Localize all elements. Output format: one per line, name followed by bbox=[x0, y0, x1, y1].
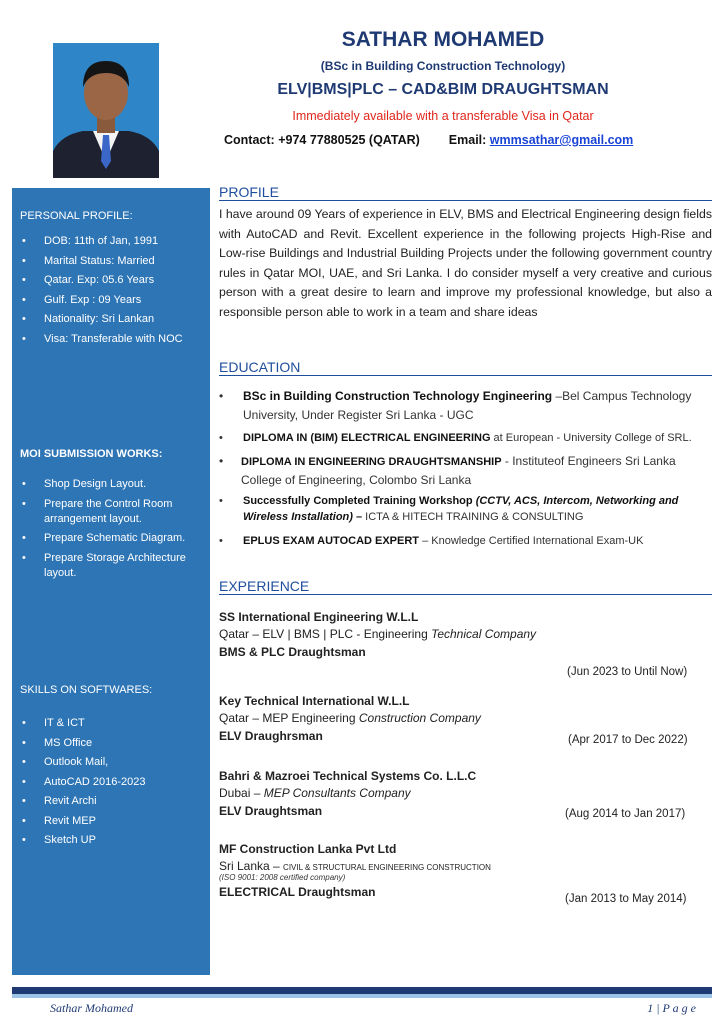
company-type: Technical Company bbox=[431, 627, 537, 641]
list-item: • Prepare Schematic Diagram. bbox=[12, 531, 210, 546]
company-type: MEP Consultants Company bbox=[263, 786, 411, 800]
education-degree: EPLUS EXAM AUTOCAD EXPERT bbox=[243, 535, 420, 547]
education-detail: – Knowledge Certified International Exam-UK bbox=[419, 535, 644, 547]
job-role: BMS & PLC Draughtsman bbox=[219, 645, 366, 659]
list-item: • Sketch UP bbox=[12, 833, 210, 848]
experience-entry bbox=[219, 610, 712, 678]
section-title: PROFILE bbox=[219, 184, 279, 200]
candidate-name: SATHAR MOHAMED bbox=[341, 28, 545, 51]
profile-photo bbox=[53, 43, 159, 178]
contact-line bbox=[224, 133, 633, 147]
profile-section-heading bbox=[219, 180, 712, 201]
email-link[interactable]: wmmsathar@gmail.com bbox=[489, 133, 634, 147]
company-location: Sri Lanka – bbox=[219, 859, 284, 873]
page-number: 1 | P a g e bbox=[647, 1001, 696, 1015]
sidebar bbox=[12, 188, 210, 975]
job-role: ELV Draughtsman bbox=[219, 804, 323, 818]
list-item: • Prepare Storage Architecture layout. bbox=[12, 551, 210, 581]
company-name: Key Technical International W.L.L bbox=[219, 694, 410, 708]
education-item: • Successfully Completed Training Workshop (CCTV, ACS, Intercom, Networking and Wireless Installation) – ICTA & HITECH TRAINING & CONSULTING bbox=[219, 495, 679, 523]
moi-works-heading: MOI SUBMISSION WORKS: bbox=[20, 448, 163, 460]
section-title: EDUCATION bbox=[219, 359, 301, 375]
education-degree: BSc in Building Construction Technology Engineering bbox=[243, 389, 553, 403]
list-item: • Revit Archi bbox=[12, 794, 210, 809]
education-detail: at European - University College of SRL. bbox=[490, 432, 692, 444]
job-dates: (Aug 2014 to Jan 2017) bbox=[565, 808, 686, 820]
list-item: • IT & ICT bbox=[12, 716, 210, 731]
experience-entry bbox=[219, 842, 712, 905]
job-dates: (Jun 2023 to Until Now) bbox=[567, 666, 688, 678]
list-item: • Marital Status: Married bbox=[12, 254, 210, 269]
footer-name: Sathar Mohamed bbox=[50, 1001, 133, 1015]
job-role: ELV Draughrsman bbox=[219, 729, 323, 743]
job-title: ELV|BMS|PLC – CAD&BIM DRAUGHTSMAN bbox=[277, 81, 609, 98]
experience-entry bbox=[219, 769, 712, 818]
education-item: • DIPLOMA IN ENGINEERING DRAUGHTSMANSHIP - Instituteof Engineers Sri Lanka College of Engineering, Colombo Sri Lanka bbox=[219, 454, 676, 487]
list-item: • Qatar. Exp: 05.6 Years bbox=[12, 273, 210, 288]
education-item: • EPLUS EXAM AUTOCAD EXPERT – Knowledge Certified International Exam-UK bbox=[219, 535, 644, 547]
list-item: • MS Office bbox=[12, 736, 210, 751]
education-item: • BSc in Building Construction Technology Engineering –Bel Campus Technology University, Under Register Sri Lanka - UGC bbox=[219, 389, 692, 422]
company-location: Qatar – ELV | BMS | PLC - Engineering bbox=[219, 627, 432, 641]
company-line bbox=[219, 859, 712, 873]
skills-list bbox=[12, 716, 210, 853]
company-type: Construction Company bbox=[358, 711, 481, 725]
email-label: Email: bbox=[448, 133, 487, 147]
footer-bar-dark bbox=[12, 987, 712, 994]
job-role: ELECTRICAL Draughtsman bbox=[219, 885, 376, 899]
skills-heading: SKILLS ON SOFTWARES: bbox=[20, 684, 153, 696]
education-topics: (CCTV, ACS, Intercom, Networking and Wireless Installation) bbox=[243, 495, 679, 523]
company-location: Qatar – MEP Engineering bbox=[219, 711, 359, 725]
company-line bbox=[219, 786, 712, 800]
availability-note: Immediately available with a transferable Visa in Qatar bbox=[292, 109, 594, 123]
experience-section-heading bbox=[219, 574, 712, 595]
contact-label: Contact: bbox=[224, 133, 275, 147]
company-line bbox=[219, 627, 712, 641]
education-dash: – bbox=[352, 511, 363, 523]
company-location: Dubai – bbox=[219, 786, 264, 800]
list-item: • Nationality: Sri Lankan bbox=[12, 312, 210, 327]
experience-entry bbox=[219, 694, 712, 746]
contact-phone: +974 77880525 (QATAR) bbox=[278, 133, 420, 147]
education-detail: –Bel Campus Technology University, Under Register Sri Lanka - UGC bbox=[243, 389, 692, 422]
list-item: • Visa: Transferable with NOC bbox=[12, 332, 210, 347]
list-item: • Prepare the Control Room arrangement layout. bbox=[12, 497, 210, 527]
list-item: • DOB: 11th of Jan, 1991 bbox=[12, 234, 210, 249]
education-item: • DIPLOMA IN (BIM) ELECTRICAL ENGINEERING at European - University College of SRL. bbox=[219, 432, 692, 444]
education-degree: DIPLOMA IN (BIM) ELECTRICAL ENGINEERING bbox=[243, 432, 491, 444]
section-title: EXPERIENCE bbox=[219, 578, 310, 594]
education-detail: ICTA & HITECH TRAINING & CONSULTING bbox=[362, 511, 584, 523]
footer-bar-light bbox=[12, 994, 712, 998]
company-certification: (ISO 9001: 2008 certified company) bbox=[219, 873, 346, 882]
list-item: • Gulf. Exp : 09 Years bbox=[12, 293, 210, 308]
education-section-heading bbox=[219, 355, 712, 376]
job-dates: (Jan 2013 to May 2014) bbox=[565, 893, 687, 905]
education-detail: - Instituteof Engineers Sri Lanka College of Engineering, Colombo Sri Lanka bbox=[241, 454, 676, 487]
list-item: • AutoCAD 2016-2023 bbox=[12, 775, 210, 790]
education-degree: Successfully Completed Training Workshop bbox=[243, 495, 476, 507]
list-item: • Revit MEP bbox=[12, 814, 210, 829]
company-line bbox=[219, 711, 712, 725]
company-name: SS International Engineering W.L.L bbox=[219, 610, 419, 624]
job-dates: (Apr 2017 to Dec 2022) bbox=[568, 734, 688, 746]
company-name: MF Construction Lanka Pvt Ltd bbox=[219, 842, 397, 856]
moi-works-list bbox=[12, 477, 210, 585]
personal-profile-heading: PERSONAL PROFILE: bbox=[20, 210, 133, 222]
profile-text: I have around 09 Years of experience in ELV, BMS and Electrical Engineering design fields with AutoCAD and Revit. Excellent experience in the following projects High-Rise and Low-rise Buildings and Industrial Building Projects under the following government country rules in Qatar MOI, UAE, and Sri Lanka. I do consider myself a very creative and curious person with a great desire to learn and improve my professional knowledge, but also a responsible person able to work in a team and share ideas bbox=[219, 207, 712, 319]
personal-profile-list bbox=[12, 234, 210, 351]
list-item: • Outlook Mail, bbox=[12, 755, 210, 770]
list-item: • Shop Design Layout. bbox=[12, 477, 210, 492]
company-name: Bahri & Mazroei Technical Systems Co. L.L.C bbox=[219, 769, 477, 783]
education-degree: DIPLOMA IN ENGINEERING DRAUGHTSMANSHIP bbox=[241, 456, 502, 468]
company-type: CIVIL & STRUCTURAL ENGINEERING CONSTRUCTION bbox=[283, 863, 491, 872]
degree-subtitle: (BSc in Building Construction Technology) bbox=[320, 59, 566, 73]
